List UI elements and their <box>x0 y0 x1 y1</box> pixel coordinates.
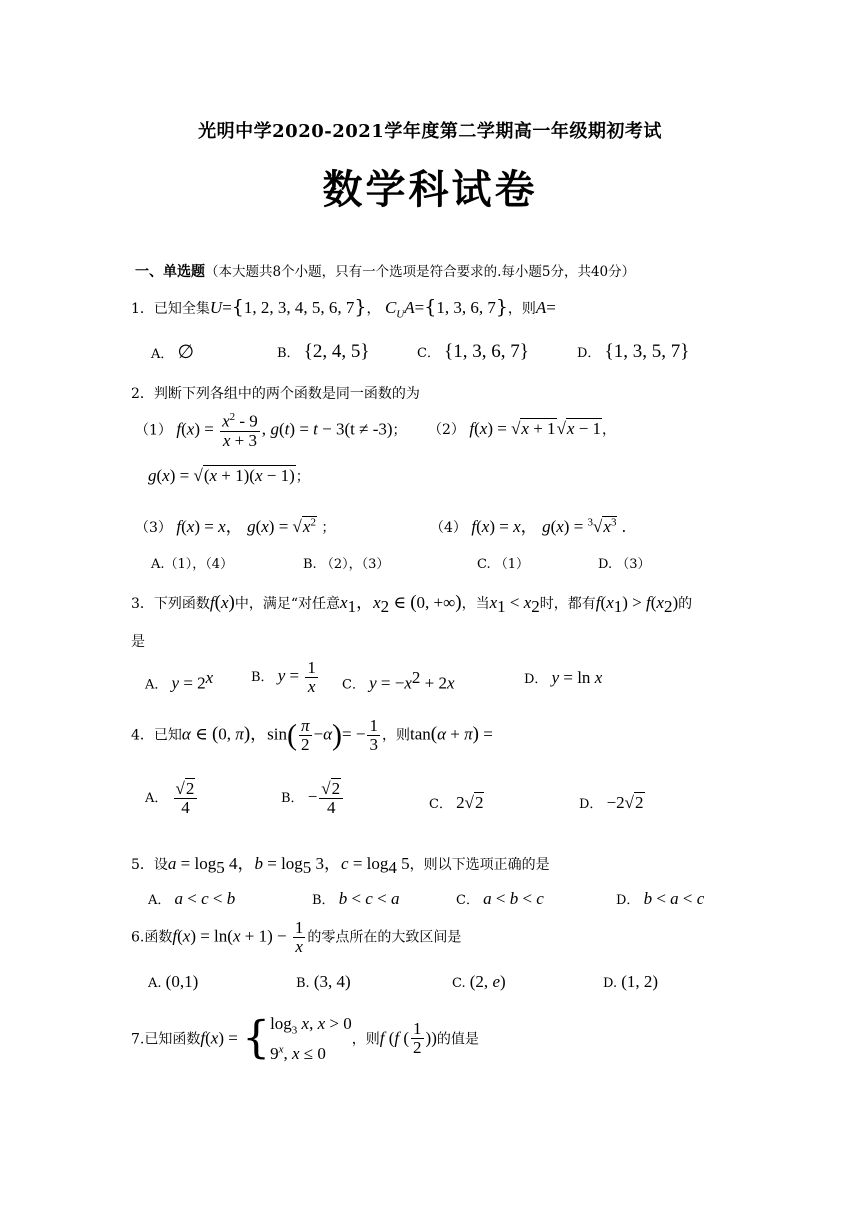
q1-a: A <box>535 298 547 317</box>
q2-option-c: C. （1） <box>477 557 530 572</box>
q2-option-d: D. （3） <box>598 557 651 572</box>
q2-p4-label: （4） <box>430 520 467 536</box>
q2-part-2: （2） f(x) = √x + 1√x − 1， <box>428 419 617 438</box>
q5-option-d: D． b < a < c <box>616 889 705 908</box>
q7-brace: { <box>242 1012 271 1064</box>
q1-set-u-brace: { <box>231 296 244 318</box>
q5-suffix: ，则以下选项正确的是 <box>409 857 550 873</box>
q2-part-3: （3） f(x) = x， $g(x) = √x^2$ ； <box>135 516 336 536</box>
q1-prefix: 1．已知全集 <box>131 301 210 317</box>
q3-a: 3．下列函数 <box>131 596 210 612</box>
q3-c: ，当 <box>461 596 490 612</box>
q6-option-d: D. (1, 2) <box>603 972 659 991</box>
section-label: 一、单选题 <box>135 264 205 280</box>
q1-eq: = <box>414 298 425 317</box>
question-4-stem: 4．已知α ∈ (0, π)，sin( $\frac{\pi}{2}$ −α)= − $\frac{1}{3}$ ，则tan(α + π) = <box>131 716 493 754</box>
q4-option-d: D． −2√2 <box>579 793 644 812</box>
q3-line2: 是 <box>131 634 145 650</box>
q2-p1-g: g <box>270 419 279 439</box>
q4-option-a: A． $\frac{√2}{4}$ <box>145 780 199 817</box>
q3-d: 时，都有 <box>539 596 596 612</box>
q1-sep: ， <box>366 301 381 317</box>
q7-prefix: 7.已知函数 <box>131 1031 201 1048</box>
q1-a-eq: = <box>546 298 556 317</box>
question-6-stem: 6.函数f(x) = ln(x + 1) − $\frac{1}{x}$ 的零点所在的大致区间是 <box>131 918 462 956</box>
q6-suffix: 的零点所在的大致区间是 <box>307 929 462 946</box>
q1-set-u: = <box>222 298 232 317</box>
question-1-stem <box>131 296 556 320</box>
q1-option-c: C． {1, 3, 6, 7} <box>417 341 529 362</box>
question-3-stem: 3．下列函数f(x)中，满足“对任意$x_1$，$x_2$ ∈ (0, +∞)，当$x_1 < x_2$时，都有$f(x_1) > f(x_2)$的 <box>131 592 693 616</box>
q5-prefix: 5．设 <box>131 857 168 873</box>
q1-set-u-brace-close: } <box>354 296 367 318</box>
q2-p1-f: f <box>176 419 182 439</box>
q2-p2-label: （2） <box>428 422 465 438</box>
q6-prefix: 6.函数 <box>131 929 173 946</box>
question-2-stem: 2．判断下列各组中的两个函数是同一函数的为 <box>131 386 420 402</box>
question-7-stem: 7.已知函数f(x) = { $\log_3 x$, x > 0 9$^x$, x ≤ 0 ，则f (f ( $\frac{1}{2}$ ))的值是 <box>131 1010 479 1067</box>
q6-option-b: B. (3, 4) <box>296 972 351 991</box>
q5-option-c: C． a < b < c <box>456 889 544 908</box>
q2-p1-label: （1） <box>135 422 172 439</box>
q3-option-b: B． y = $\frac{1}{x}$ <box>251 658 316 696</box>
exam-subtitle: 光明中学2020-2021学年度第二学期高一年级期初考试 <box>198 121 662 142</box>
q1-option-b: B． {2, 4, 5} <box>277 341 370 362</box>
q3-e: 的 <box>678 596 693 612</box>
q3-b: 中，满足“对任意 <box>234 596 341 612</box>
q7-mid: ，则 <box>351 1031 380 1048</box>
q2-p1-fraction: $\frac{x^2 - 9}{x + 3}$ <box>222 411 258 450</box>
q3-option-d: D． y = ln x <box>524 668 603 687</box>
q2-p2-f: f <box>469 419 475 438</box>
q1-option-d: D． {1, 3, 5, 7} <box>577 341 690 362</box>
q1-option-a: A． ∅ <box>151 342 195 363</box>
question-5-stem: 5．设$a = \log_5 4$，$b = \log_5 3$，$c = \log_4 5$，则以下选项正确的是 <box>131 854 550 877</box>
q2-option-a: A.（1），（4） <box>151 557 234 572</box>
q2-part-4: （4） f(x) = x， $g(x) = ^3√x^3$ . <box>430 516 626 536</box>
section-heading <box>135 260 635 281</box>
q1-complement: $C_UA$ <box>384 298 415 321</box>
q1-suffix: ，则 <box>507 301 536 317</box>
q5-option-b: B． b < c < a <box>312 889 400 908</box>
q1-brace-close: } <box>495 296 508 318</box>
q4-option-b: B． − $\frac{√2}{4}$ <box>281 780 345 817</box>
q1-set-u-values: 1, 2, 3, 4, 5, 6, 7 <box>243 298 355 317</box>
q6-option-a: A. (0,1) <box>148 972 199 991</box>
q2-p3-label: （3） <box>135 520 172 536</box>
q4-prefix: 4．已知 <box>131 727 182 744</box>
exam-title: 数学科试卷 <box>322 166 538 213</box>
q3-option-c: C． $y = -x^2 + 2x$ <box>342 668 455 693</box>
q6-option-c: C. (2, e) <box>452 972 506 991</box>
q1-universal-set: U <box>209 298 223 317</box>
q2-part-1: （1） f(x) = $\frac{x^2 - 9}{x + 3}$ , g(t) = t − 3(t ≠ -3)； <box>135 411 407 450</box>
q3-option-a: A． $y = 2^x$ <box>145 668 214 693</box>
q5-option-a: A． a < c < b <box>148 889 236 908</box>
q4-option-c: C． 2√2 <box>429 793 484 812</box>
q1-brace-open: { <box>424 296 437 318</box>
q7-piecewise: $\log_3 x$, x > 0 9$^x$, x ≤ 0 <box>270 1014 352 1063</box>
q1-comp-values: 1, 3, 6, 7 <box>436 298 496 317</box>
q4-mid: ，则 <box>381 727 410 744</box>
section-note: （本大题共8个小题，只有一个选项是符合要求的.每小题5分，共40分） <box>205 264 636 280</box>
q7-suffix: 的值是 <box>436 1031 479 1048</box>
q2-part-2-g: g(x) = √(x + 1)(x − 1)； <box>148 466 310 485</box>
q2-option-b: B. （2），（3） <box>303 557 390 572</box>
